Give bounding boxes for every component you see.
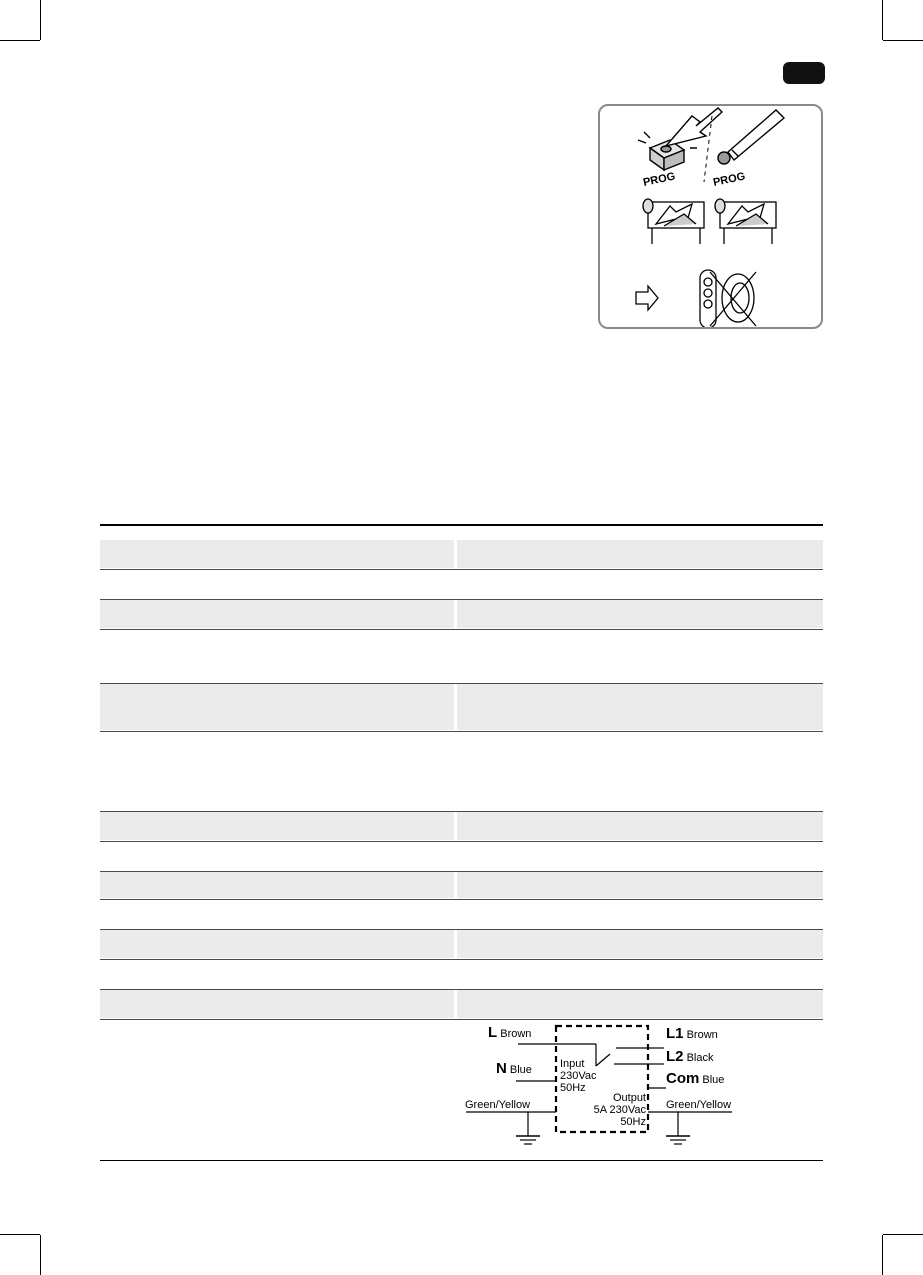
table-cell-value <box>457 812 823 840</box>
table-cell-value <box>457 960 823 988</box>
table-cell-label <box>100 540 454 568</box>
table-row <box>100 684 823 732</box>
table-top-rule <box>100 524 823 526</box>
table-cell-label <box>100 600 454 628</box>
output-ground-label: Green/Yellow <box>666 1099 732 1111</box>
table-cell-value <box>457 570 823 598</box>
table-cell-label <box>100 812 454 840</box>
table-row <box>100 630 823 684</box>
crop-mark-top-left-h <box>0 40 40 41</box>
output-spec-line: Output <box>612 1092 646 1104</box>
table-bottom-rule <box>100 1160 823 1161</box>
input-ground-label: Green/Yellow <box>465 1099 531 1111</box>
table-cell-value <box>457 732 823 810</box>
input-spec-line: Input <box>560 1058 585 1070</box>
input-l-letter: L <box>488 1024 498 1041</box>
prog-button-icon <box>638 108 722 170</box>
blind-motion-icon-left <box>643 199 704 244</box>
output-l1-letter: L1 <box>666 1025 684 1042</box>
crop-mark-top-right-v <box>882 0 883 40</box>
table-row <box>100 990 823 1020</box>
table-cell-value <box>457 990 823 1018</box>
output-spec <box>584 1092 646 1128</box>
table-row <box>100 872 823 900</box>
output-spec-line: 5A 230Vac <box>593 1104 646 1116</box>
table-cell-label <box>100 960 454 988</box>
output-l2-color: Black <box>686 1052 714 1064</box>
remote-control-icon <box>636 270 716 327</box>
table-cell-value <box>457 842 823 870</box>
input-spec <box>560 1058 597 1094</box>
wheel-crossed-icon <box>710 272 756 326</box>
crop-mark-top-left-v <box>40 0 41 40</box>
crop-mark-bottom-left-h <box>0 1234 40 1235</box>
output-l1-label <box>666 1025 718 1042</box>
input-n-label <box>496 1060 532 1077</box>
table-row <box>100 900 823 930</box>
output-com-label <box>666 1070 725 1087</box>
output-l2-letter: L2 <box>666 1048 684 1065</box>
table-cell-value <box>457 684 823 730</box>
wiring-lines <box>460 1024 750 1150</box>
input-l-color: Brown <box>500 1028 532 1040</box>
table-cell-label <box>100 570 454 598</box>
table-cell-value <box>457 900 823 928</box>
language-tab <box>783 62 825 84</box>
table-cell-label <box>100 630 454 682</box>
crop-mark-bottom-left-v <box>40 1235 41 1275</box>
table-cell-label <box>100 842 454 870</box>
table-cell-value <box>457 930 823 958</box>
output-l2-label <box>666 1048 714 1065</box>
table-row <box>100 570 823 600</box>
blind-motion-icon-right <box>715 199 776 244</box>
table-cell-label <box>100 872 454 898</box>
table-row <box>100 930 823 960</box>
prog-label-right: PROG <box>712 170 747 189</box>
table-row <box>100 960 823 990</box>
table-row <box>100 812 823 842</box>
instruction-illustration-box <box>598 104 823 329</box>
output-l1-color: Brown <box>686 1029 718 1041</box>
switch-contact <box>596 1054 610 1066</box>
prog-label-left: PROG <box>642 170 677 189</box>
wiring-diagram <box>460 1024 750 1150</box>
table-row <box>100 732 823 812</box>
illustration-drawing <box>600 106 821 327</box>
table-cell-value <box>457 872 823 898</box>
crop-mark-bottom-right-h <box>883 1234 923 1235</box>
input-spec-line: 230Vac <box>560 1070 597 1082</box>
input-spec-line: 50Hz <box>560 1082 586 1094</box>
input-n-color: Blue <box>509 1064 532 1076</box>
table-cell-label <box>100 990 454 1018</box>
table-cell-label <box>100 900 454 928</box>
table-row <box>100 540 823 570</box>
table-cell-value <box>457 600 823 628</box>
table-cell-label <box>100 684 454 730</box>
table-row <box>100 842 823 872</box>
table-cell-label <box>100 732 454 810</box>
table-cell-label <box>100 930 454 958</box>
input-l-label <box>488 1024 532 1041</box>
crop-mark-top-right-h <box>883 40 923 41</box>
pen-icon <box>718 110 784 164</box>
crop-mark-bottom-right-v <box>882 1235 883 1275</box>
table-cell-value <box>457 630 823 682</box>
output-spec-line: 50Hz <box>620 1116 646 1128</box>
table-row <box>100 600 823 630</box>
output-com-letter: Com <box>666 1070 700 1087</box>
input-n-letter: N <box>496 1060 507 1077</box>
table-cell-value <box>457 540 823 568</box>
output-com-color: Blue <box>702 1074 725 1086</box>
